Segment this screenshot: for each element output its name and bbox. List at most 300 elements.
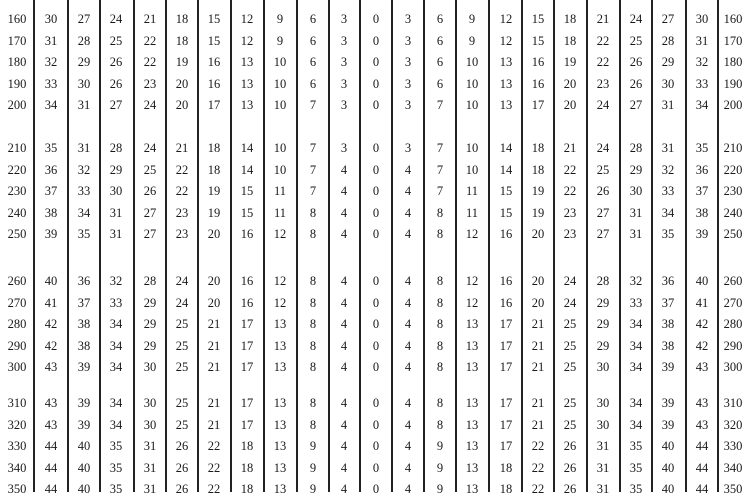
table-cell: 35 xyxy=(109,482,123,497)
table-cell: 34 xyxy=(44,98,58,113)
table-cell: 15 xyxy=(240,205,254,220)
table-cell: 22 xyxy=(531,482,545,497)
table-cell: 14 xyxy=(240,162,254,177)
table-cell: 37 xyxy=(695,184,709,199)
table-cell: 29 xyxy=(629,162,643,177)
table-cell: 18 xyxy=(531,162,545,177)
row-label-cell: 170 xyxy=(7,33,27,48)
table-cell: 30 xyxy=(695,12,709,26)
table-cell: 25 xyxy=(629,33,643,48)
table-cell: 31 xyxy=(596,439,610,454)
table-cell: 23 xyxy=(175,227,189,242)
table-cell: 0 xyxy=(372,274,380,288)
table-cell: 15 xyxy=(531,12,545,26)
table-cell: 4 xyxy=(404,184,412,199)
row-label-cell: 160 xyxy=(723,12,743,26)
table-cell: 13 xyxy=(465,396,479,410)
table-cell: 24 xyxy=(109,12,123,26)
table-cell: 35 xyxy=(109,439,123,454)
table-cell: 9 xyxy=(276,12,284,26)
table-cell: 6 xyxy=(309,12,317,26)
table-cell: 18 xyxy=(240,439,254,454)
table-cell: 22 xyxy=(143,55,157,70)
table-cell: 40 xyxy=(661,460,675,475)
table-cell: 38 xyxy=(44,205,58,220)
table-cell: 24 xyxy=(175,274,189,288)
table-cell: 13 xyxy=(465,439,479,454)
row-label-cell: 190 xyxy=(723,76,743,91)
table-cell: 26 xyxy=(563,439,577,454)
table-cell: 16 xyxy=(531,76,545,91)
table-cell: 8 xyxy=(436,205,444,220)
table-cell: 3 xyxy=(404,55,412,70)
table-cell: 32 xyxy=(661,162,675,177)
table-cell: 41 xyxy=(44,295,58,310)
table-cell: 18 xyxy=(563,33,577,48)
table-cell: 17 xyxy=(499,396,513,410)
table-cell: 25 xyxy=(175,396,189,410)
row-label-cell: 340 xyxy=(7,460,27,475)
table-cell: 21 xyxy=(175,141,189,155)
row-label-cell: 180 xyxy=(7,55,27,70)
table-cell: 4 xyxy=(404,396,412,410)
table-cell: 30 xyxy=(661,76,675,91)
row-label-cell: 170 xyxy=(723,33,743,48)
table-cell: 20 xyxy=(563,76,577,91)
table-cell: 4 xyxy=(404,460,412,475)
table-cell: 22 xyxy=(596,33,610,48)
table-cell: 27 xyxy=(596,205,610,220)
table-cell: 13 xyxy=(273,317,287,332)
table-cell: 20 xyxy=(531,295,545,310)
table-cell: 31 xyxy=(77,141,91,155)
table-cell: 11 xyxy=(465,184,479,199)
table-cell: 31 xyxy=(77,98,91,113)
table-cell: 18 xyxy=(499,460,513,475)
table-cell: 8 xyxy=(309,396,317,410)
table-cell: 21 xyxy=(531,360,545,375)
table-cell: 3 xyxy=(340,76,348,91)
table-cell: 12 xyxy=(465,274,479,288)
table-cell: 22 xyxy=(531,439,545,454)
table-cell: 14 xyxy=(499,162,513,177)
table-cell: 30 xyxy=(44,12,58,26)
table-cell: 13 xyxy=(240,76,254,91)
table-cell: 43 xyxy=(44,396,58,410)
table-cell: 38 xyxy=(661,338,675,353)
table-cell: 28 xyxy=(77,33,91,48)
table-cell: 34 xyxy=(629,317,643,332)
table-cell: 0 xyxy=(372,482,380,497)
table-cell: 7 xyxy=(436,141,444,155)
table-cell: 39 xyxy=(77,396,91,410)
row-label-cell: 240 xyxy=(7,205,27,220)
row-label-cell: 250 xyxy=(723,227,743,242)
table-cell: 23 xyxy=(563,227,577,242)
table-cell: 8 xyxy=(436,227,444,242)
table-cell: 8 xyxy=(309,295,317,310)
table-cell: 21 xyxy=(531,317,545,332)
table-cell: 32 xyxy=(44,55,58,70)
table-cell: 32 xyxy=(629,274,643,288)
table-cell: 19 xyxy=(531,184,545,199)
table-cell: 35 xyxy=(77,227,91,242)
row-label-cell: 260 xyxy=(7,274,27,288)
table-cell: 9 xyxy=(436,439,444,454)
table-cell: 8 xyxy=(436,360,444,375)
table-cell: 29 xyxy=(143,317,157,332)
table-cell: 4 xyxy=(340,417,348,432)
table-cell: 13 xyxy=(240,98,254,113)
table-cell: 31 xyxy=(629,227,643,242)
table-cell: 21 xyxy=(207,360,221,375)
table-cell: 7 xyxy=(436,184,444,199)
table-cell: 27 xyxy=(143,205,157,220)
table-cell: 4 xyxy=(404,162,412,177)
table-cell: 0 xyxy=(372,141,380,155)
table-cell: 15 xyxy=(499,184,513,199)
table-cell: 0 xyxy=(372,98,380,113)
table-cell: 34 xyxy=(109,360,123,375)
row-label-cell: 220 xyxy=(723,162,743,177)
table-cell: 36 xyxy=(77,274,91,288)
row-label-cell: 180 xyxy=(723,55,743,70)
table-cell: 14 xyxy=(499,141,513,155)
row-label-cell: 290 xyxy=(723,338,743,353)
table-cell: 4 xyxy=(404,417,412,432)
table-cell: 6 xyxy=(309,76,317,91)
table-cell: 26 xyxy=(629,76,643,91)
table-cell: 44 xyxy=(44,460,58,475)
table-cell: 44 xyxy=(695,439,709,454)
table-cell: 4 xyxy=(340,439,348,454)
table-cell: 3 xyxy=(340,12,348,26)
table-cell: 31 xyxy=(661,98,675,113)
table-cell: 31 xyxy=(596,460,610,475)
table-cell: 13 xyxy=(499,76,513,91)
table-cell: 31 xyxy=(629,205,643,220)
table-cell: 21 xyxy=(207,417,221,432)
table-cell: 0 xyxy=(372,33,380,48)
table-cell: 28 xyxy=(143,274,157,288)
table-cell: 42 xyxy=(44,338,58,353)
table-cell: 36 xyxy=(695,162,709,177)
row-label-cell: 310 xyxy=(7,396,27,410)
table-cell: 26 xyxy=(596,184,610,199)
table-cell: 31 xyxy=(143,482,157,497)
row-label-cell: 240 xyxy=(723,205,743,220)
table-cell: 22 xyxy=(207,482,221,497)
table-cell: 40 xyxy=(695,274,709,288)
table-cell: 34 xyxy=(109,338,123,353)
table-cell: 24 xyxy=(563,295,577,310)
table-cell: 16 xyxy=(207,76,221,91)
table-cell: 43 xyxy=(44,360,58,375)
row-label-cell: 330 xyxy=(7,439,27,454)
table-cell: 4 xyxy=(340,295,348,310)
table-cell: 15 xyxy=(531,33,545,48)
table-cell: 21 xyxy=(207,396,221,410)
table-cell: 31 xyxy=(596,482,610,497)
table-cell: 17 xyxy=(240,317,254,332)
table-cell: 33 xyxy=(661,184,675,199)
table-cell: 21 xyxy=(531,396,545,410)
table-cell: 31 xyxy=(661,141,675,155)
table-cell: 39 xyxy=(44,227,58,242)
table-cell: 37 xyxy=(661,295,675,310)
table-cell: 30 xyxy=(629,184,643,199)
table-cell: 13 xyxy=(273,482,287,497)
table-cell: 25 xyxy=(563,417,577,432)
table-cell: 8 xyxy=(309,417,317,432)
table-cell: 22 xyxy=(175,184,189,199)
table-cell: 39 xyxy=(661,396,675,410)
table-cell: 16 xyxy=(240,295,254,310)
table-cell: 8 xyxy=(436,338,444,353)
table-cell: 17 xyxy=(499,360,513,375)
table-cell: 26 xyxy=(175,482,189,497)
table-cell: 8 xyxy=(309,205,317,220)
table-cell: 24 xyxy=(629,12,643,26)
table-cell: 7 xyxy=(309,162,317,177)
table-cell: 39 xyxy=(661,360,675,375)
table-cell: 29 xyxy=(143,338,157,353)
table-cell: 16 xyxy=(207,55,221,70)
row-label-cell: 230 xyxy=(723,184,743,199)
table-cell: 34 xyxy=(109,417,123,432)
table-cell: 24 xyxy=(143,141,157,155)
table-cell: 26 xyxy=(109,55,123,70)
table-cell: 17 xyxy=(499,417,513,432)
table-cell: 33 xyxy=(44,76,58,91)
table-cell: 0 xyxy=(372,360,380,375)
table-cell: 6 xyxy=(436,33,444,48)
table-cell: 39 xyxy=(77,417,91,432)
table-cell: 10 xyxy=(465,76,479,91)
table-cell: 7 xyxy=(436,98,444,113)
table-cell: 35 xyxy=(629,460,643,475)
table-cell: 33 xyxy=(77,184,91,199)
table-cell: 13 xyxy=(273,439,287,454)
table-cell: 8 xyxy=(436,396,444,410)
table-cell: 22 xyxy=(207,460,221,475)
table-cell: 34 xyxy=(109,317,123,332)
table-cell: 8 xyxy=(309,317,317,332)
table-cell: 25 xyxy=(143,162,157,177)
table-cell: 19 xyxy=(531,205,545,220)
table-cell: 7 xyxy=(309,184,317,199)
table-cell: 38 xyxy=(77,338,91,353)
table-cell: 16 xyxy=(499,295,513,310)
table-cell: 12 xyxy=(273,274,287,288)
table-cell: 9 xyxy=(309,460,317,475)
table-cell: 17 xyxy=(499,317,513,332)
table-cell: 13 xyxy=(499,98,513,113)
table-cell: 29 xyxy=(143,295,157,310)
table-cell: 10 xyxy=(465,162,479,177)
table-cell: 24 xyxy=(563,274,577,288)
table-cell: 3 xyxy=(404,33,412,48)
table-cell: 27 xyxy=(143,227,157,242)
table-cell: 23 xyxy=(563,205,577,220)
table-cell: 30 xyxy=(143,360,157,375)
table-cell: 26 xyxy=(563,460,577,475)
table-cell: 10 xyxy=(465,98,479,113)
table-cell: 4 xyxy=(340,338,348,353)
table-cell: 0 xyxy=(372,76,380,91)
table-cell: 3 xyxy=(340,141,348,155)
table-cell: 17 xyxy=(240,360,254,375)
table-cell: 12 xyxy=(465,227,479,242)
table-cell: 34 xyxy=(629,360,643,375)
table-cell: 38 xyxy=(77,317,91,332)
row-label-cell: 230 xyxy=(7,184,27,199)
table-cell: 20 xyxy=(207,274,221,288)
table-cell: 32 xyxy=(109,274,123,288)
row-label-cell: 160 xyxy=(7,12,27,26)
table-cell: 8 xyxy=(309,274,317,288)
table-cell: 20 xyxy=(175,98,189,113)
table-cell: 37 xyxy=(44,184,58,199)
table-cell: 18 xyxy=(175,12,189,26)
table-cell: 4 xyxy=(404,295,412,310)
table-cell: 12 xyxy=(499,12,513,26)
table-cell: 4 xyxy=(404,317,412,332)
table-cell: 40 xyxy=(661,482,675,497)
table-cell: 7 xyxy=(309,98,317,113)
table-cell: 0 xyxy=(372,338,380,353)
row-label-cell: 250 xyxy=(7,227,27,242)
table-cell: 29 xyxy=(596,317,610,332)
table-cell: 22 xyxy=(207,439,221,454)
table-cell: 27 xyxy=(596,227,610,242)
table-cell: 0 xyxy=(372,205,380,220)
table-cell: 31 xyxy=(109,227,123,242)
table-cell: 13 xyxy=(465,317,479,332)
table-cell: 10 xyxy=(465,55,479,70)
table-cell: 13 xyxy=(240,55,254,70)
row-label-cell: 280 xyxy=(723,317,743,332)
table-cell: 17 xyxy=(240,338,254,353)
table-cell: 10 xyxy=(273,76,287,91)
table-cell: 30 xyxy=(143,417,157,432)
table-cell: 15 xyxy=(499,205,513,220)
table-cell: 4 xyxy=(404,360,412,375)
table-cell: 21 xyxy=(207,338,221,353)
table-cell: 10 xyxy=(273,98,287,113)
table-cell: 12 xyxy=(273,227,287,242)
table-cell: 28 xyxy=(109,141,123,155)
table-cell: 13 xyxy=(465,460,479,475)
row-label-cell: 280 xyxy=(7,317,27,332)
table-cell: 31 xyxy=(44,33,58,48)
table-cell: 7 xyxy=(436,162,444,177)
table-cell: 13 xyxy=(465,360,479,375)
table-cell: 22 xyxy=(143,33,157,48)
table-cell: 26 xyxy=(175,460,189,475)
table-cell: 0 xyxy=(372,396,380,410)
row-label-cell: 300 xyxy=(7,360,27,375)
table-cell: 29 xyxy=(596,295,610,310)
table-cell: 4 xyxy=(340,227,348,242)
table-cell: 18 xyxy=(207,162,221,177)
table-cell: 21 xyxy=(596,12,610,26)
table-cell: 28 xyxy=(596,274,610,288)
table-cell: 20 xyxy=(207,227,221,242)
table-cell: 30 xyxy=(596,396,610,410)
table-cell: 43 xyxy=(695,360,709,375)
row-label-cell: 270 xyxy=(7,295,27,310)
table-cell: 9 xyxy=(468,12,476,26)
table-cell: 36 xyxy=(661,274,675,288)
row-label-cell: 320 xyxy=(7,417,27,432)
table-cell: 6 xyxy=(436,55,444,70)
table-cell: 12 xyxy=(273,295,287,310)
table-cell: 10 xyxy=(465,141,479,155)
table-cell: 17 xyxy=(531,98,545,113)
table-cell: 4 xyxy=(340,360,348,375)
row-label-cell: 220 xyxy=(7,162,27,177)
table-cell: 29 xyxy=(596,338,610,353)
table-cell: 25 xyxy=(109,33,123,48)
table-cell: 28 xyxy=(629,141,643,155)
table-cell: 4 xyxy=(340,317,348,332)
table-cell: 35 xyxy=(629,482,643,497)
table-cell: 10 xyxy=(273,141,287,155)
table-cell: 25 xyxy=(175,338,189,353)
table-cell: 15 xyxy=(240,184,254,199)
table-cell: 33 xyxy=(629,295,643,310)
table-cell: 8 xyxy=(309,227,317,242)
table-cell: 16 xyxy=(240,274,254,288)
table-cell: 18 xyxy=(240,460,254,475)
table-cell: 8 xyxy=(436,295,444,310)
table-cell: 13 xyxy=(465,338,479,353)
table-cell: 3 xyxy=(404,76,412,91)
table-cell: 13 xyxy=(499,55,513,70)
table-cell: 21 xyxy=(207,317,221,332)
table-cell: 8 xyxy=(436,417,444,432)
table-cell: 25 xyxy=(175,417,189,432)
table-cell: 3 xyxy=(404,12,412,26)
table-cell: 25 xyxy=(175,317,189,332)
table-cell: 26 xyxy=(175,439,189,454)
table-cell: 25 xyxy=(563,317,577,332)
table-cell: 35 xyxy=(109,460,123,475)
table-cell: 27 xyxy=(629,98,643,113)
table-cell: 10 xyxy=(273,55,287,70)
table-cell: 13 xyxy=(273,460,287,475)
table-cell: 34 xyxy=(629,396,643,410)
table-cell: 11 xyxy=(273,205,287,220)
table-cell: 3 xyxy=(340,55,348,70)
table-cell: 9 xyxy=(309,439,317,454)
table-cell: 28 xyxy=(661,33,675,48)
table-cell: 6 xyxy=(436,76,444,91)
table-cell: 30 xyxy=(77,76,91,91)
table-cell: 22 xyxy=(563,162,577,177)
table-cell: 27 xyxy=(661,12,675,26)
table-cell: 35 xyxy=(629,439,643,454)
table-cell: 6 xyxy=(309,55,317,70)
table-cell: 29 xyxy=(77,55,91,70)
table-cell: 16 xyxy=(531,55,545,70)
row-label-cell: 290 xyxy=(7,338,27,353)
row-label-cell: 300 xyxy=(723,360,743,375)
table-cell: 23 xyxy=(175,205,189,220)
table-cell: 30 xyxy=(109,184,123,199)
table-cell: 9 xyxy=(436,482,444,497)
